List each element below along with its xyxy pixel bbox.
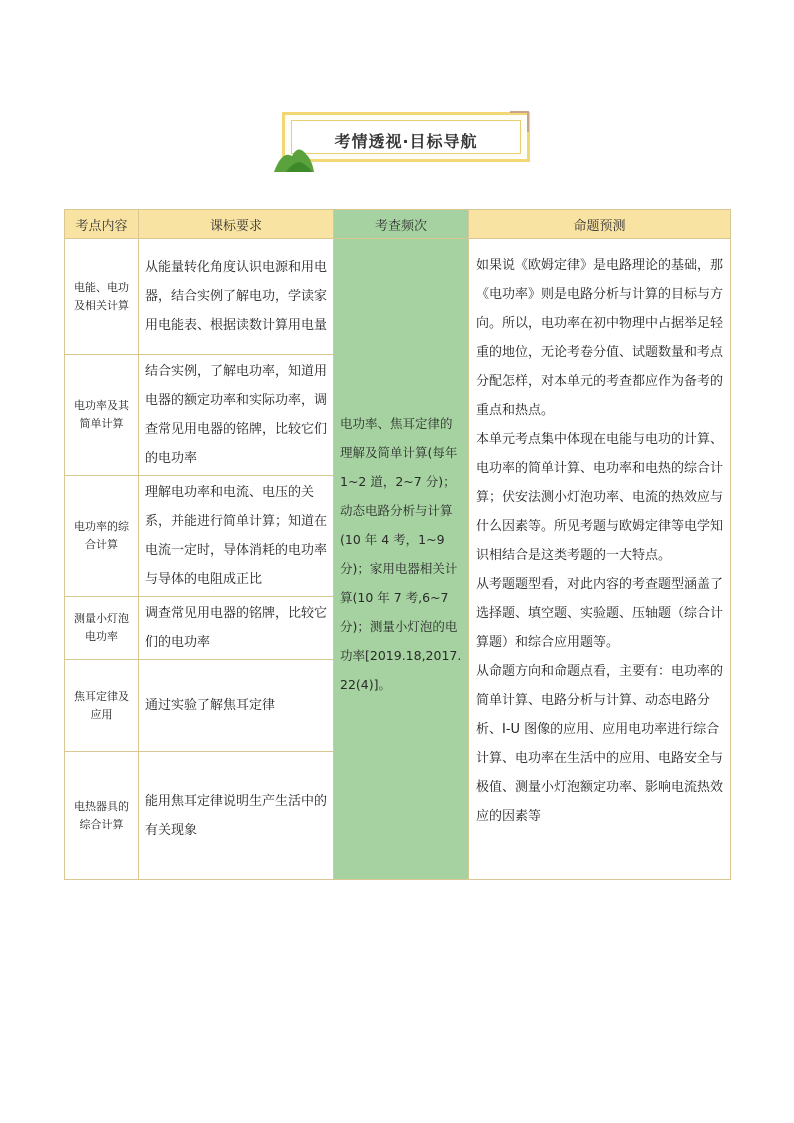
prediction-paragraph: 从命题方向和命题点看，主要有：电功率的简单计算、电路分析与计算、动态电路分析、I-U 图像的应用、应用电功率进行综合计算、电功率在生活中的应用、电路安全与极值、测量小灯泡额定功率、影响电流热效应的因素等 [476, 664, 724, 824]
prediction-cell [469, 239, 731, 880]
requirement-cell: 能用焦耳定律说明生产生活中的有关现象 [139, 752, 334, 880]
prediction-paragraph: 从考题题型看，对此内容的考查题型涵盖了选择题、填空题、实验题、压轴题（综合计算题）和综合应用题等。 [476, 577, 724, 650]
header-topic: 考点内容 [65, 210, 139, 239]
topic-cell: 电功率的综合计算 [65, 476, 139, 597]
topic-cell: 电能、电功及相关计算 [65, 239, 139, 355]
prediction-paragraph: 本单元考点集中体现在电能与电功的计算、电功率的简单计算、电功率和电热的综合计算；伏安法测小灯泡功率、电流的热效应与什么因素等。所见考题与欧姆定律等电学知识相结合是这类考题的一大特点。 [476, 432, 724, 563]
requirement-cell: 调查常见用电器的铭牌，比较它们的电功率 [139, 597, 334, 660]
header-prediction: 命题预测 [469, 210, 731, 239]
requirement-cell: 通过实验了解焦耳定律 [139, 660, 334, 752]
requirement-cell: 结合实例，了解电功率，知道用电器的额定功率和实际功率，调查常见用电器的铭牌，比较它们的电功率 [139, 355, 334, 476]
hills-icon [272, 142, 316, 172]
header-requirement: 课标要求 [139, 210, 334, 239]
banner-frame [282, 112, 530, 162]
table-header-row [65, 210, 731, 239]
frequency-cell: 电功率、焦耳定律的理解及简单计算(每年 1~2 道，2~7 分)；动态电路分析与计算(10 年 4 考，1~9 分)；家用电器相关计算(10 年 7 考,6~7 分)；测量小灯泡的电功率[2019.18,2017.22(4)]。 [334, 239, 469, 880]
corner-bracket-icon [508, 108, 532, 134]
topic-cell: 焦耳定律及应用 [65, 660, 139, 752]
topic-cell: 电热器具的综合计算 [65, 752, 139, 880]
section-banner [272, 108, 534, 172]
banner-title: 考情透视·目标导航 [334, 132, 478, 151]
topic-cell: 电功率及其简单计算 [65, 355, 139, 476]
requirement-cell: 从能量转化角度认识电源和用电器，结合实例了解电功，学读家用电能表、根据读数计算用电量 [139, 239, 334, 355]
exam-analysis-table [64, 209, 731, 880]
prediction-paragraph: 如果说《欧姆定律》是电路理论的基础，那《电功率》则是电路分析与计算的目标与方向。所以，电功率在初中物理中占据举足轻重的地位，无论考卷分值、试题数量和考点分配怎样，对本单元的考查都应作为备考的重点和热点。 [476, 258, 724, 418]
table-row [65, 239, 731, 355]
requirement-cell: 理解电功率和电流、电压的关系，并能进行简单计算；知道在电流一定时，导体消耗的电功率与导体的电阻成正比 [139, 476, 334, 597]
header-frequency: 考查频次 [334, 210, 469, 239]
topic-cell: 测量小灯泡电功率 [65, 597, 139, 660]
